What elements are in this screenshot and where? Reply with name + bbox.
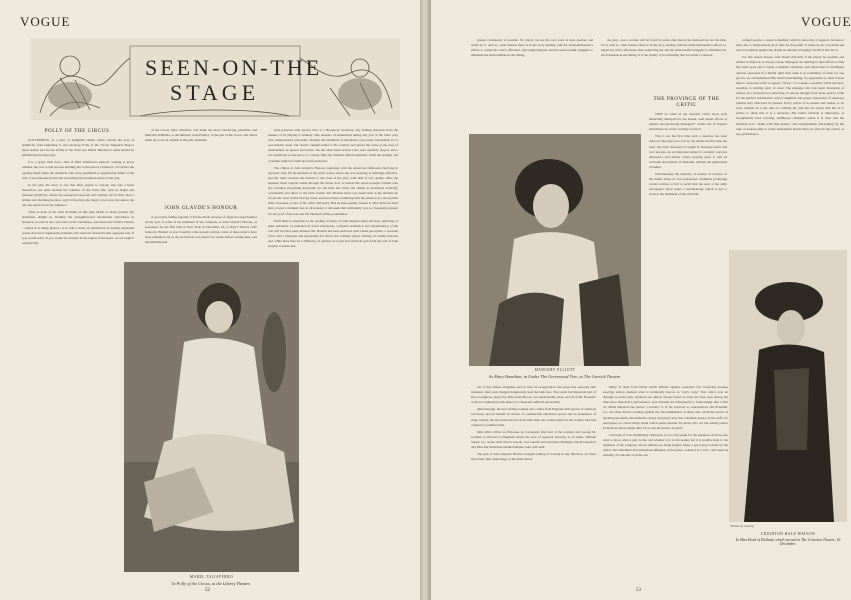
paragraph: A good play failing squarely to hit the mark, because of neglected opportunities on the part of some of the members of the company, is John Glayde's Honour, as presented, for the first time in New York on December 24, at Daly's Theatre, with James K. Hackett as star. Possibly at the present writing, some of these defects have been remedied; but as the production was played for weeks before coming here, and undoubtedly had: [145, 215, 257, 245]
paragraph: Criticism, if it be legitimately employed, is not only useful for the guidance of those who wish to know what a play is like and whether it is worth seeing, but it is positive help to the members of the company whose abilities are being judged. Many a good play is made by the critics, but sometimes the tremendous influence of the press—where it is a well—and cause its undoing. No amount of praise can: [603, 432, 728, 458]
paragraph: This is not the first time such a question has been asked of this paper, nor is it by any means the first time the topic has been discussed at length in drawing-rooms and over teacups. As an important subject it certainly warrants discussion and further letters bearing upon it will be welcome and printed, if desirable, without the publication of names.: [649, 134, 727, 169]
paragraph: The plot of John Glayde's Honour brought nothing of novelty in any direction, for there have been other exploitings of the main thread: [471, 452, 596, 462]
book-gutter: [420, 0, 431, 600]
masthead-left: VOGUE: [20, 14, 71, 29]
article-column-2: [145, 128, 257, 203]
paragraph: Until there is alteration in the reading of many of John Glayde's lines and truer depicting of inner emotions, as indicated in facial expression, complete realization and interpretation of the role will not have been attained. Mr. Hackett has been endowed with a keen perception, a resonant voice and a physique and personality far above the ordinary player striving for stellar honours and, while there may be a difference of opinion as to just how much he gets from the role of John Glayde, it seems that: [268, 218, 398, 249]
paragraph: In the play the story is one that must appeal to anyone who has a heart theretofore not quite resisted the romance of the circus life, with its bright and pleasing simplicity, where the unexpected prevails and nothing can be finer than a simple and charming heroine, a girl of the ring who longs to be loved, devoted to the one she selects from the audience.: [22, 182, 134, 208]
photo-caption-name: MARGERY ELLIOTT: [534, 368, 576, 372]
paragraph: It is a pretty little story—that of Miss Taliaferro's ethereal, waiting to know whether she was to win success entitling her to the honors conferred—for before the opening night when the theatrical clan were assembled to applaud the début of the best, it was announced that she was among the foremost artists of the year.: [22, 160, 134, 180]
photo-caption: In Polly of the Circus, at the Liberty Theatre.: [171, 581, 252, 586]
sidebar-column: [649, 112, 727, 374]
paragraph: the play,—but a woman will be loved by some other men if her husband has not the time for it. And so, what interest there is in the story dealing with the multi-millionaire's efforts to regain his wife's affections after neglecting her and his unsuccessful struggles to eliminate his environments in the telling. It is the quality of its unfolding that it is made or marred.: [601, 38, 726, 58]
paragraph: out of key almost altogether and as bent on exaggeration and poses that seriously mar moments often were dragged dangerously near the ludicrous. The result, but important part of Dora Longmore, played by Miss Irene Moore, was amateurishly done, and all of Mr. Hackett's work, in conjunction with these two characters suffered necessarily.: [471, 385, 596, 405]
photo-mabel-taliaferro: [124, 262, 299, 572]
heading-john-glaydes-honour: JOHN GLAYDE'S HONOUR: [164, 205, 238, 211]
photo-illustration: [124, 262, 299, 572]
feature-title-line2: STAGE: [170, 80, 260, 105]
article-column-r3: [736, 38, 844, 246]
photo-caption: In Miss Hook of Holland, which opened at The Criterion Theatre, 30 December.: [735, 538, 841, 546]
photo-illustration: [729, 250, 847, 522]
article-column-r2-bottom: [603, 385, 728, 585]
photo-caption-name: MABEL TALIAFERRO: [189, 575, 234, 579]
page-number-left: 52: [205, 588, 210, 593]
paragraph: For this reason honest, well meant criticism, if the player be sensible and wishes to improve, is always a help. Managers are untiring in their efforts to find the weak spots and to better a dramatic situation, and where there is intelligent opinion expressed in a kindly spirit they seize it as something of value for one good to be overestimated. But brutal fault-finding, for apparently no other reason than to cause the writer to appear "clever," or to make a readable article the more readable, is nothing short of cruel. The manager who has spent thousands of dollars on a production is deserving of serious thought from those paid to write for the public's information, and of dignified and proper expression of whatever opinion may afterward be printed. Every player is in earnest and wishes to do well, whether in a star role or a trifling bit, and few are aware that this is in justice to them that it is a necessity. But brutal criticism is imperative. A thoughtlessly hard wording, indifferent comment, where it is clear that the intention is to "damn with faint praise," and unsympathetic fun-poking for the sake of endeavoring to create amusement should have no place in the review of any performance.: [736, 55, 844, 136]
paragraph: Miss Darragh, the new leading woman who comes from England with reports of achieved successes, proved herself an actress of considerable emotional power and an abundance of stage routine, but she made the part look older than one would expect in the woman who had captured a youthful artist.: [471, 407, 596, 427]
paragraph: CLEVERNESS, in a play of delightful charm which sounds the note of simplicity from beginning to end envelops Polly of the Circus, Margaret Mayo's latest drama, and for her ability in the chief role Mabel Taliaferro's name should be emblazoned in large type.: [22, 138, 134, 158]
left-page: [0, 0, 420, 600]
paragraph: compel people to attend something which is unworthy of support, because it takes but a comparatively short time for the public to make up its own mind and once it is settled against any drama no amount of urgings can lift it into favor.: [736, 38, 844, 53]
photo-credit: Photo by Sarony: [731, 524, 755, 528]
paragraph: of the Circus. Miss Taliaferro will make the most convincing, plausible, and Malcolm Williams, as the minister, John Findley, in the part of the clown, and others make up a cast as capable as the play demands.: [145, 128, 257, 143]
article-column-1: [22, 138, 134, 583]
photo-caption-name: CRIGHTON HALE WATSON: [760, 532, 816, 536]
article-column-r1-top: [471, 38, 593, 134]
paragraph: been prepared with special view to a Broadway reception, any striking deviation from the manner of its playing is unlikely. One measure of enthusiasm during any part of the Sutro play was conspicuously noticeable. Perhaps the smallness of attendance was partly responsible, for it was holiday week, but candor compels belief to the contrary and places the cause at the door of unsteadiness in speech and action. On the other hand several roles were superbly played, and a few situations so enacted as to convey fully the dramatic effects intended, while the settings and costumes reflected credit upon the producers.: [268, 128, 398, 163]
paragraph: Unfortunately the majority of readers of reviews of the drama either do not understand conditions prompting certain articles or fail to recall that the sum of the daily newspapers labor under a disadvantage which is apt to work to the detriment of the criticism.: [649, 172, 727, 197]
article-column-r1-bottom: [471, 385, 596, 585]
article-column-2b: [145, 215, 257, 260]
feature-title-line1: SEEN-ON-THE: [145, 55, 323, 80]
paragraph: greater consistency is possible. No player can see his own work as does another, and while for it. And so, what interest there is in the story dealing with the multi-millionaire's efforts to regain his wife's affections after neglecting her and his unsuccessful struggles to eliminate his environments in the telling.: [471, 38, 593, 58]
heading-province-of-the-critic: THE PROVINCE OF THE CRITIC: [653, 96, 720, 108]
photo-caption: As Mary Hamilton, in Under The Greenwood Tree, at The Garrick Theatre.: [488, 374, 622, 379]
paragraph: Miss Olive Oliver as Princesse de Castagnary (the best of the women) and George M. Graham as Howard Collingham struck the note of apparent sincerity at all times. William Sauter, too, as the artist Trevor Lerode, was capable and Lawrence Eddinger, David Glassford and Miss Ida Waterman handled smaller roles with skill.: [471, 429, 596, 450]
photo-margery-elliott: [469, 134, 641, 366]
photo-crighton-hale-watson: [729, 250, 847, 522]
right-page: [431, 0, 851, 600]
page-number-right: 53: [636, 588, 641, 593]
masthead-right: VOGUE: [801, 14, 851, 29]
paragraph: WHY do some of the dramatic critics show such unbending disregard for the honest, well meant efforts of players and producing managers?" writes one of Vogue's subscribers in a letter recently received.: [649, 112, 727, 132]
heading-polly-of-the-circus: POLLY OF THE CIRCUS: [44, 128, 110, 134]
paragraph: There is none of the twist in theme in this play which so many present day dramatists delight in. Nothing but straightforward wholesome naturalness in situation, as well as tale, and when at the conclusion, one leaves the Liberty Theatre—where it is being played—it is with a sense of satisfaction in having witnessed scenes devoid of unpleasant problems and observed characters that appeared real. If you would relax; if you would be warmed in the region of the heart, do not neglect seeing Polly: [22, 210, 134, 245]
paragraph: Many of them form habits which militate against consistent fair reviewing because exacting editors demand what is technically known as "early copy." Few critics ever sit through an entire play. Opinions are almost always based on what has been seen during but little more than half a performance, and criticism not infrequently is forthcoming after a first act which displaces the person "covering" it. If the reviewer is conscientious and ill-health, too, are often factors working against the fair-mindedness of those who wield the power of deciding the merits and demerits of play and player and, last, extended service on the staff of a newspaper too often brings ennui which spells disaster for many who are but asking justice from those whose single duty it is to see that justice is given.: [603, 385, 728, 430]
photo-illustration: [469, 134, 641, 366]
paragraph: The climax of John Glayde's Honour, beginning with the American millionaire hurrying in upon the wife, fill the moment of the artist, whose return she was awaiting, is strikingly effective, and Mr. Sutro sustains the interest to the close of the play, with skill of rare quality. After the moment when Glayde rushes through the studio door to behold the nerve-wrought woman who has forsaken everything honorable for the man she loves, the drama is developed naturally, consistently and direct to the final curtain. Mr. Hackett never was better than at the moment he strode into view in that last big scene, and stood there, trembling with the emotion of a strong man fully conscious, at last, of his wife's disloyalty. Had he been equally natural at other times he must have scored a triumph; but, in all honesty, it did seem that artificiality was too frequently present for the good of the role and Mr. Hackett's fuller possibilities.: [268, 165, 398, 216]
